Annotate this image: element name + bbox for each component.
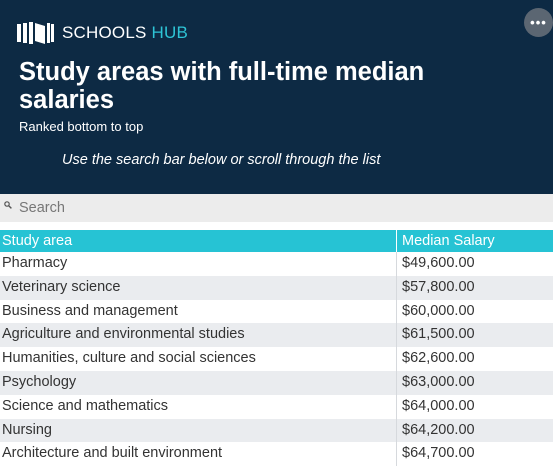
- column-header-median-salary[interactable]: Median Salary: [402, 233, 495, 249]
- median-salary-cell: $64,200.00: [402, 421, 475, 438]
- header-banner: [0, 0, 553, 194]
- table-row[interactable]: [0, 442, 553, 466]
- instruction-text: Use the search bar below or scroll through the list: [62, 152, 381, 168]
- table-row[interactable]: [0, 323, 553, 347]
- table-row[interactable]: [0, 419, 553, 443]
- study-area-cell: Pharmacy: [0, 252, 397, 276]
- median-salary-cell: $49,600.00: [402, 255, 475, 271]
- median-salary-cell: $62,600.00: [402, 350, 475, 367]
- study-area-cell: Humanities, culture and social sciences: [0, 347, 397, 371]
- table-row[interactable]: [0, 347, 553, 371]
- median-salary-cell: $64,000.00: [402, 397, 475, 414]
- column-header-study-area[interactable]: Study area: [0, 230, 397, 252]
- logo-text: [62, 23, 188, 43]
- book-logo-icon: [16, 21, 56, 45]
- table-row[interactable]: [0, 276, 553, 300]
- median-salary-cell: $60,000.00: [402, 302, 475, 319]
- search-bar[interactable]: [0, 194, 553, 222]
- study-area-cell: Nursing: [0, 419, 397, 443]
- more-options-button[interactable]: [524, 8, 553, 37]
- median-salary-cell: $61,500.00: [402, 326, 475, 343]
- median-salary-cell: $63,000.00: [402, 373, 475, 390]
- salary-table: [0, 230, 553, 466]
- page-title: Study areas with full-time median salaries: [19, 58, 425, 114]
- study-area-cell: Veterinary science: [0, 276, 397, 300]
- study-area-cell: Business and management: [0, 300, 397, 324]
- table-row[interactable]: [0, 371, 553, 395]
- study-area-cell: Psychology: [0, 371, 397, 395]
- median-salary-cell: $64,700.00: [402, 445, 475, 462]
- schools-hub-logo: [16, 21, 188, 45]
- search-icon: [4, 201, 12, 209]
- study-area-cell: Science and mathematics: [0, 395, 397, 419]
- more-horizontal-icon: •••: [530, 15, 547, 30]
- study-area-cell: Architecture and built environment: [0, 442, 397, 466]
- median-salary-cell: $57,800.00: [402, 278, 475, 295]
- search-input[interactable]: [19, 198, 539, 218]
- table-row[interactable]: [0, 300, 553, 324]
- study-area-cell: Agriculture and environmental studies: [0, 323, 397, 347]
- page-subtitle: Ranked bottom to top: [19, 119, 144, 134]
- table-row[interactable]: [0, 252, 553, 276]
- table-header-row: [0, 230, 553, 252]
- logo-text-hub: HUB: [151, 23, 189, 42]
- logo-text-schools: SCHOOLS: [62, 23, 147, 42]
- table-row[interactable]: [0, 395, 553, 419]
